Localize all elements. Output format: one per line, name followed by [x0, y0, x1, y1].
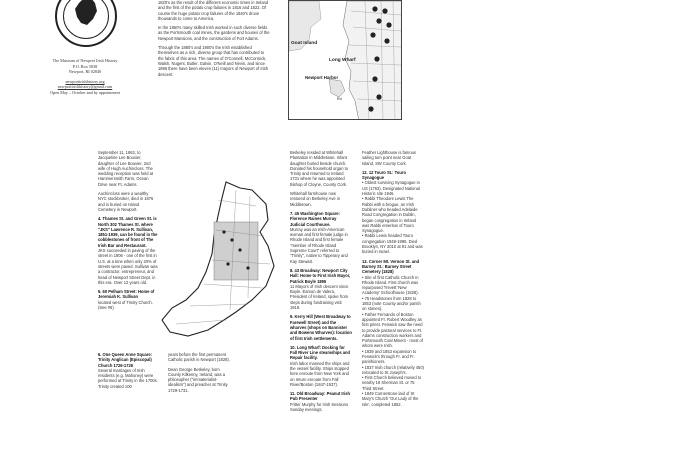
intro-paragraph: Through the 1880's and 1900's the Irish established themselves as a rich, diverse group that has contributed to the fabric of this area. The names of O'Connell, McCormick, Walsh, Nugent, Butler, Galvin, O'Neill and Nevin, and since 1896 there have been eleven (11) mayors of Newport of Irish descent.: [158, 45, 269, 77]
tour-stop-5: [98, 289, 158, 310]
tour-list-item: • Rabbi Theodore Lewis The Rabbi with a brogue, an Irish Dubliner who headed Adelaide Road Congregation in Dublin, began congregation in Ireland was Rabbi emeritus of Touro Synagogue.: [362, 196, 418, 234]
tour-list-item: • Rabbi Lewis headed Touro congregation 1949-1985. Died Brooklyn, NY 2010 at 91 and was buried in Israel.: [362, 233, 423, 255]
tour-list-item: • Oldest surviving Synagogue in US (1763). Designated National Historic site 1946.: [362, 180, 420, 197]
island-map: [156, 180, 288, 350]
museum-info-panel: [40, 0, 130, 112]
tour-paragraph: years before the first permanent Catholic parish in Newport (1828).: [168, 352, 230, 363]
tour-stop-heading: 13. Corner Mt. Vernon St. and Barney St.: Barney Street Cemetery (1828): [362, 258, 420, 275]
tour-stop-heading: 12. 12 Touro St.: Touro Synagogue: [362, 169, 406, 181]
tour-stop-7: [290, 211, 352, 264]
tour-stop-body: Irish labor manned the ships and the vessel facility. Ships stopped here enroute from New York and on return enroute from Fall River/Boston (1847-1937).: [290, 360, 350, 387]
tour-list-item: • 1837 Irish church (relatively 450) relocated to St Joseph's.: [362, 364, 424, 375]
tour-stop-heading: 6. One Queen Anne Square: Trinity Anglican (Episcopal) Church 1726-1726: [98, 352, 152, 368]
tour-column-bottom-left: [98, 352, 158, 393]
tour-column-bottom-mid: [168, 352, 230, 397]
tour-stop-heading: 8. 43 Broadway: Newport City Hall: Home to First Irish Mayor, Patrick Boyle 1895: [290, 267, 351, 284]
tour-stop-list: [362, 275, 424, 407]
map-label-goat-island: Goat Island: [291, 41, 318, 46]
tour-stop-heading: 10. Long Wharf: Docking for Fall River Line steamships and Repair facility.: [290, 344, 351, 361]
tour-paragraph: Feather Lighthouse is famous sailing turn point near Goat Island, SW County Cork.: [362, 150, 416, 166]
intro-paragraph: 1820's as the result of the different economic times in Ireland and the first of the potato crop failures in 1816 and 1822. Of course the huge potato crop failures of the 1840's drove thousands to come to America.: [158, 0, 269, 21]
tour-stop-body: 11 Mayors of Irish descent since Boyle. Eamon de Valera, President of Ireland, spoke from steps during fundraising visit 1919.: [290, 283, 349, 311]
tour-stop-4: [98, 216, 158, 285]
tour-stop-10: [290, 345, 352, 387]
intro-paragraph: In the 1850's many skilled Irish worked in such diverse fields as the Portsmouth coal mines, the gardens and houses of the Newport Mansions, and the construction of Fort Adams.: [158, 25, 270, 41]
tour-list-item: • 75 Headstones from 1828 to 1853 (note County and/or parish on stones).: [362, 295, 421, 312]
tour-stop-body: Murray was an Irish-American woman and first female judge in Rhode Island and first female "member of Rhode Island Supreme Court" referred to "Trinity", native to Tipperary and Kay Stewart.: [290, 226, 348, 264]
tour-list-item: • Father Fernando of Boston appointed Fr. Robert Woodley as first priest. Fenwick saw the need to provide pastoral services to Ft. Adams construction workers and Portsmouth Coal Miners - most of whom were Irish.: [362, 311, 423, 349]
tour-stop-body: located west of Trinity Church. (See #6): [98, 299, 153, 311]
tour-stop-body: JKS succeeded in paving of the street in 1906 - one of the first in U.S. at a time when only 20% of streets were paved. Sullivan was a contractor, entrepreneur, and head of Newport Street Dept. in this era. Over 12 years old.: [98, 248, 158, 285]
harbor-map: [288, 0, 402, 120]
tour-bullet: Auchincloss were a wealthy NYC stockbroker, died in 1876 and is buried on Island Cemetery in Newport.: [98, 191, 154, 212]
tour-list-item: • First Church believed moved to nearby 19 Sherman St. or 75 Third Street.: [362, 375, 422, 391]
tour-stop-body: Fritter Murphy for Irish Sessions Sunday evenings.: [290, 401, 349, 413]
tour-stop-13: [362, 259, 424, 407]
museum-email[interactable]: newportirishhistory@gmail.com: [57, 84, 113, 90]
tour-list-item: • 1839 and 1853 expansion to Fenwick's through Fr. and Fr. parishioners.: [362, 348, 417, 365]
museum-pobox: P.O. Box 5038: [72, 63, 98, 69]
tour-column-left: [98, 150, 158, 314]
tour-paragraph: Berkeley resided at Whitehall Plantation in Middletown. Infant daughter buried beside church. Donated his household organ to Trinity and returned to Ireland 1731 where he was appointed Bishop of Cloyne, County Cork.: [290, 150, 349, 187]
tour-list-item: • 1849 Cornerstone laid of St Mary's Church 'Our Lady of the Isle', completed 1852.: [362, 391, 419, 407]
tour-stop-8: [290, 268, 352, 310]
tour-stop-heading: 5. 60 Pelham Street: Home of Jeremiah K. Sullivan: [98, 289, 155, 300]
intro-text-column: [158, 0, 270, 81]
tour-stop-heading: 11. Old Broadway: Peanut Irish Pub Presenter: [290, 391, 351, 402]
map-label-harbor: Newport Harbor: [305, 75, 339, 80]
tour-column-right-a: [290, 150, 352, 416]
museum-seal-logo: [55, 0, 117, 47]
museum-url[interactable]: newportirishhistory.org: [65, 78, 105, 84]
tour-stop-6: [98, 352, 158, 389]
tour-bullet: Whitehall farmhouse now restored on Berkeley Ave in Middletown.: [290, 191, 340, 207]
tour-stop-9: [290, 314, 352, 340]
tour-paragraph: September 11, 1863, to Jacqueline Lee Bouvier, daughter of Lee Bouvier, 2nd wife of Hugh Auchincloss. The wedding reception was held at Hammersmith Farm, Ocean Drive near Ft. Adams.: [98, 150, 154, 187]
museum-city: Newport, RI 02840: [68, 69, 102, 75]
map-label-long-wharf: Long Wharf: [329, 58, 356, 63]
tour-column-right-b: [362, 150, 424, 411]
tour-stop-heading: 7. 45 Washington Square: Florence Raines Murray Judicial Courthouse.: [290, 210, 340, 227]
tour-list-item: • Site of first Catholic Church in Rhode Island. First church was repurposed Trevett 'New Academy' Schoolhouse (1828).: [362, 274, 419, 296]
museum-name: The Museum of Newport Irish History: [52, 58, 118, 63]
museum-hours: Open May – October and by appointment: [50, 89, 120, 95]
tour-stop-11: [290, 391, 352, 412]
map-label-road: Rd: [337, 97, 342, 101]
ireland-map-icon: [73, 0, 101, 27]
tour-stop-12: [362, 170, 424, 255]
tour-stop-heading: 4. Thames St. and Green St. is North 302 Thames St. where "JKS" Lawrence R. Sullivan, 1851-1939, can be found in the cobblestones of front of The Irish Bar and Restaurant.: [98, 216, 158, 248]
tour-stop-heading: 9. Kerry Hill (West Broadway to Farewell Street) and the wharves (shops on Bannister and Bowens Wharves): location of first Irish settlements.: [290, 314, 352, 341]
tour-stop-list: [362, 180, 424, 254]
tour-stop-body: Several marriages of Irish residents (e.g. Mahoney) were performed at Trinity in the 1700s. Trinity created 100: [98, 367, 158, 389]
tour-bullet: Dean George Berkeley, born County Kilkenny, Ireland, was a philosopher ("immaterialist-idealism") and preacher at Trinity 1729-1731.: [168, 366, 228, 393]
